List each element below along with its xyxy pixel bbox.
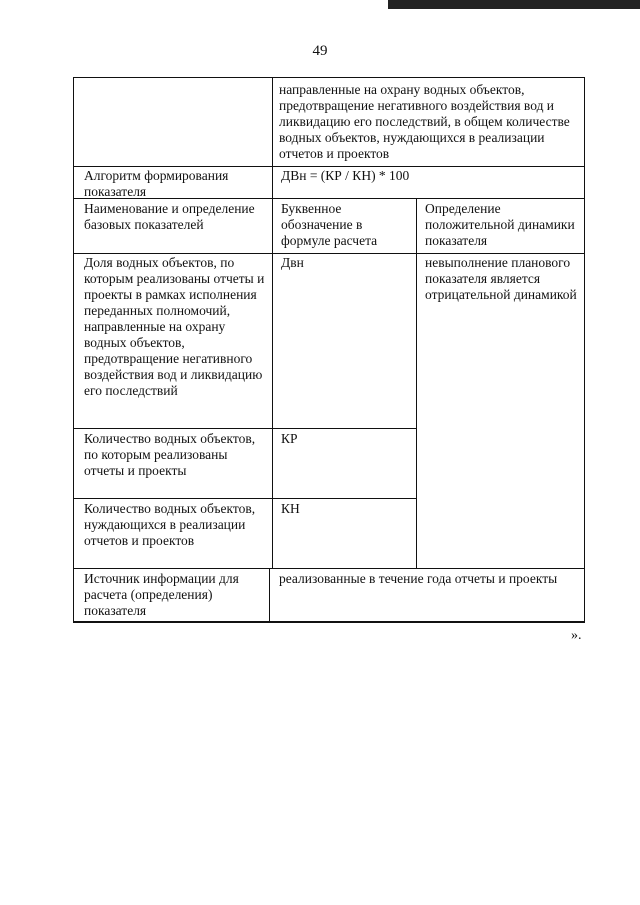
closing-quote: ».	[571, 628, 582, 643]
share-symbol: Двн	[281, 255, 304, 270]
continuation-text: направленные на охрану водных объектов, предотвращение негативного воздействия вод и ликвидацию его последствий, в общем количестве водных объектов, нуждающихся в реализации отчетов и проектов	[279, 82, 570, 161]
kr-symbol: КР	[281, 431, 298, 446]
kn-name: Количество водных объектов, нуждающихся в реализации отчетов и проектов	[84, 501, 256, 548]
share-name: Доля водных объектов, по которым реализованы отчеты и проекты в рамках исполнения переданных полномочий, направленные на охрану водных объектов, предотвращение негативного воздействия вод и ликвидацию его последствий	[84, 255, 265, 398]
table-border-right	[584, 77, 585, 622]
indicator-table	[73, 77, 585, 622]
header-name: Наименование и определение базовых показателей	[84, 201, 255, 232]
algorithm-formula: ДВн = (КР / КН) * 100	[281, 168, 410, 183]
table-border-top	[73, 77, 585, 78]
source-value: реализованные в течение года отчеты и проекты	[279, 571, 558, 586]
kr-name: Количество водных объектов, по которым реализованы отчеты и проекты	[84, 431, 256, 478]
dynamics-text: невыполнение планового показателя является отрицательной динамикой	[425, 255, 577, 302]
scan-edge-mark	[388, 0, 640, 9]
page-number: 49	[312, 43, 328, 59]
header-symbol: Буквенное обозначение в формуле расчета	[281, 201, 378, 248]
kn-symbol: КН	[281, 501, 300, 516]
table-border-bottom	[73, 621, 585, 623]
algorithm-label: Алгоритм формирования показателя	[84, 168, 229, 198]
source-label: Источник информации для расчета (определения) показателя	[84, 571, 239, 618]
header-dynamics: Определение положительной динамики показателя	[425, 201, 575, 248]
